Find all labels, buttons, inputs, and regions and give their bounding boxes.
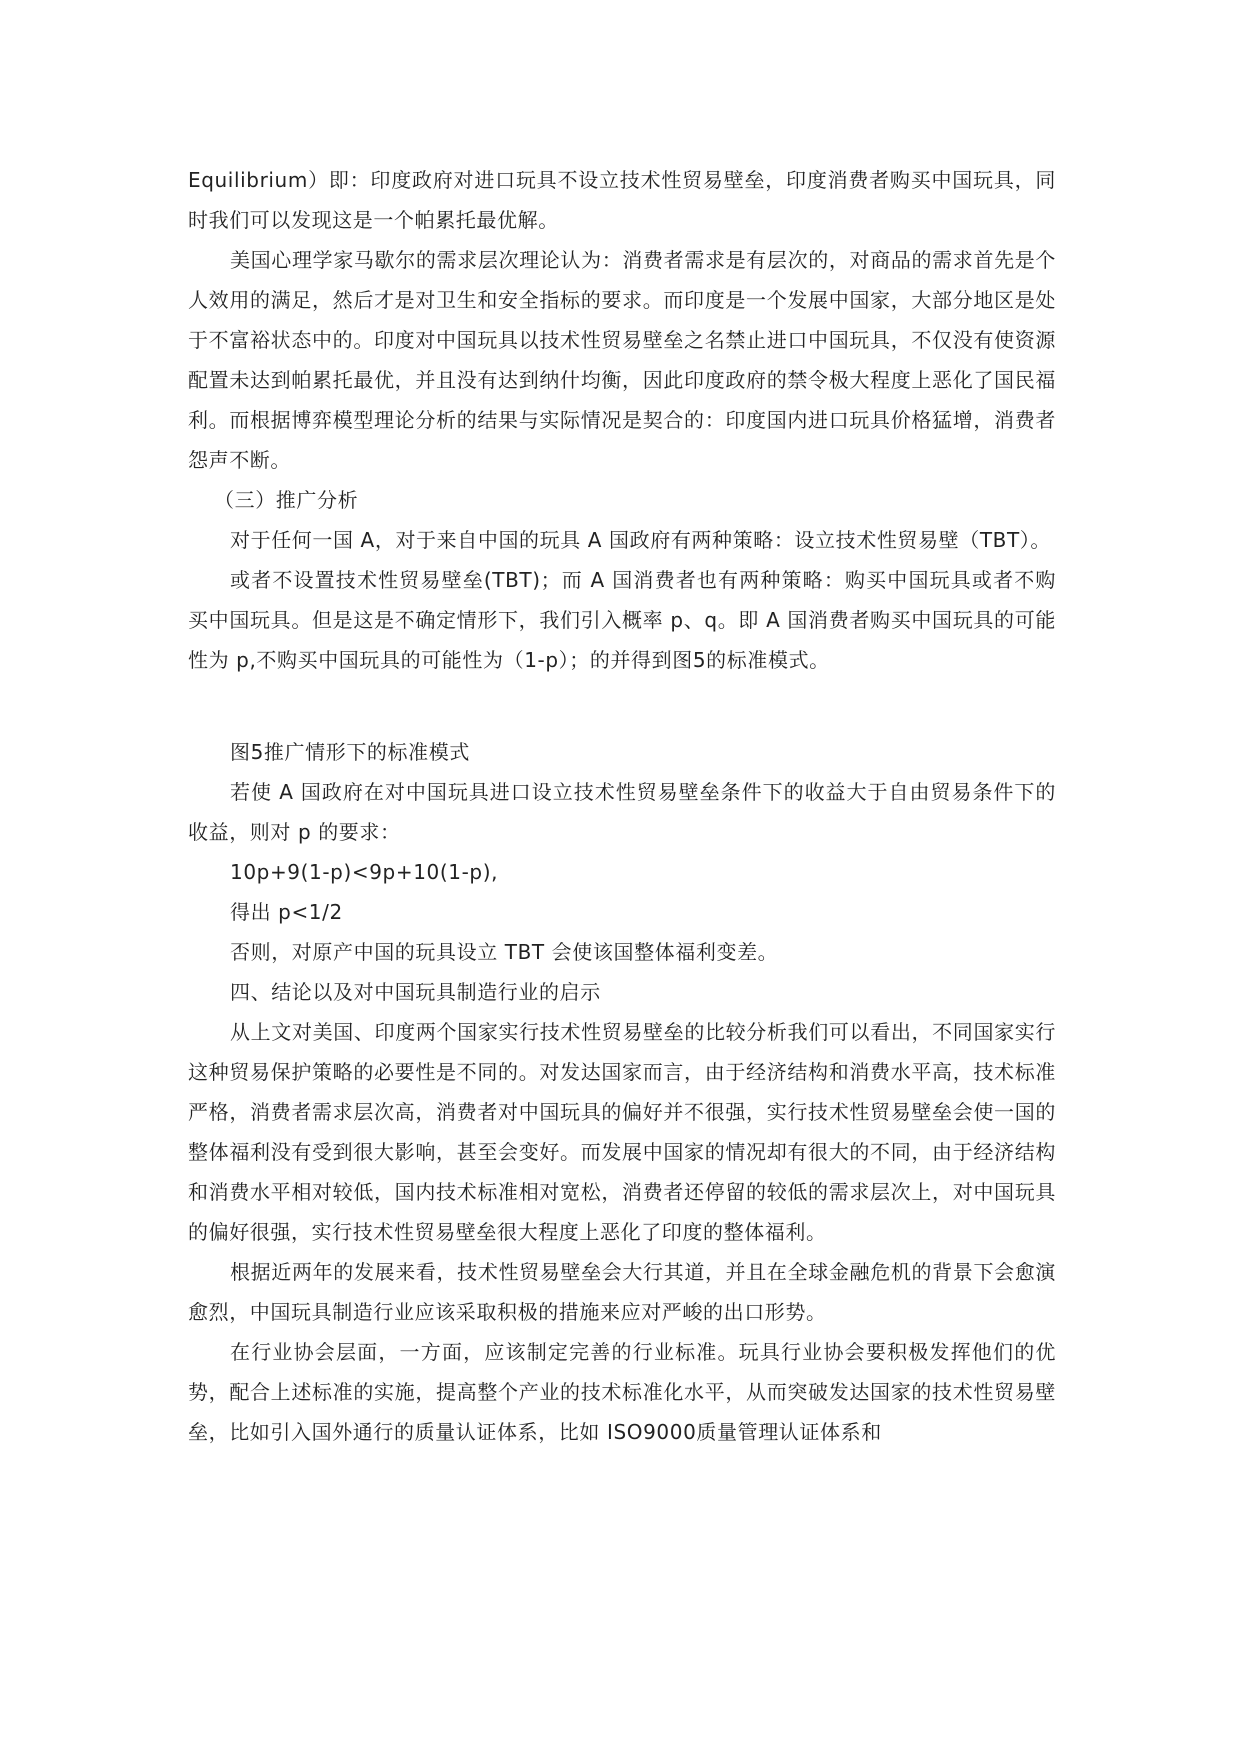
- spacer: [188, 680, 1056, 732]
- paragraph-comparison: 从上文对美国、印度两个国家实行技术性贸易壁垒的比较分析我们可以看出，不同国家实行这种贸易保护策略的必要性是不同的。对发达国家而言，由于经济结构和消费水平高，技术标准严格，消费者需求层次高，消费者对中国玩具的偏好并不很强，实行技术性贸易壁垒会使一国的整体福利没有受到很大影响，甚至会变好。而发展中国家的情况却有很大的不同，由于经济结构和消费水平相对较低，国内技术标准相对宽松，消费者还停留的较低的需求层次上，对中国玩具的偏好很强，实行技术性贸易壁垒很大程度上恶化了印度的整体福利。: [188, 1020, 1056, 1244]
- figure-caption: 图5推广情形下的标准模式: [230, 740, 470, 764]
- section-heading-conclusion: 四、结论以及对中国玩具制造行业的启示: [230, 980, 601, 1004]
- document-body: [188, 160, 1056, 1452]
- paragraph-condition: 若使 A 国政府在对中国玩具进口设立技术性贸易壁垒条件下的收益大于自由贸易条件下的收益，则对 p 的要求：: [188, 780, 1056, 844]
- paragraph-otherwise: 否则，对原产中国的玩具设立 TBT 会使该国整体福利变差。: [230, 940, 779, 964]
- paragraph-maslow: 美国心理学家马歇尔的需求层次理论认为：消费者需求是有层次的，对商品的需求首先是个人效用的满足，然后才是对卫生和安全指标的要求。而印度是一个发展中国家，大部分地区是处于不富裕状态中的。印度对中国玩具以技术性贸易壁垒之名禁止进口中国玩具，不仅没有使资源配置未达到帕累托最优，并且没有达到纳什均衡，因此印度政府的禁令极大程度上恶化了国民福利。而根据博弈模型理论分析的结果与实际情况是契合的：印度国内进口玩具价格猛增，消费者怨声不断。: [188, 248, 1056, 472]
- equation-result: 得出 p<1/2: [230, 900, 343, 924]
- paragraph-consumer-strategies: 或者不设置技术性贸易壁垒(TBT)；而 A 国消费者也有两种策略：购买中国玩具或者不购买中国玩具。但是这是不确定情形下，我们引入概率 p、q。即 A 国消费者购买中国玩具的可能性为 p,不购买中国玩具的可能性为（1-p）；的并得到图5的标准模式。: [188, 568, 1056, 672]
- paragraph-trend: 根据近两年的发展来看，技术性贸易壁垒会大行其道，并且在全球金融危机的背景下会愈演愈烈，中国玩具制造行业应该采取积极的措施来应对严峻的出口形势。: [188, 1260, 1056, 1324]
- paragraph-equilibrium: Equilibrium）即：印度政府对进口玩具不设立技术性贸易壁垒，印度消费者购买中国玩具，同时我们可以发现这是一个帕累托最优解。: [188, 168, 1056, 232]
- equation-inequality: 10p+9(1-p)<9p+10(1-p),: [230, 860, 499, 884]
- paragraph-industry-association: 在行业协会层面，一方面，应该制定完善的行业标准。玩具行业协会要积极发挥他们的优势，配合上述标准的实施，提高整个产业的技术标准化水平，从而突破发达国家的技术性贸易壁垒，比如引入国外通行的质量认证体系，比如 ISO9000质量管理认证体系和: [188, 1340, 1056, 1444]
- paragraph-country-a-strategies: 对于任何一国 A，对于来自中国的玩具 A 国政府有两种策略：设立技术性贸易壁（TBT）。: [230, 528, 1051, 552]
- section-heading-promotion-analysis: （三）推广分析: [214, 488, 359, 512]
